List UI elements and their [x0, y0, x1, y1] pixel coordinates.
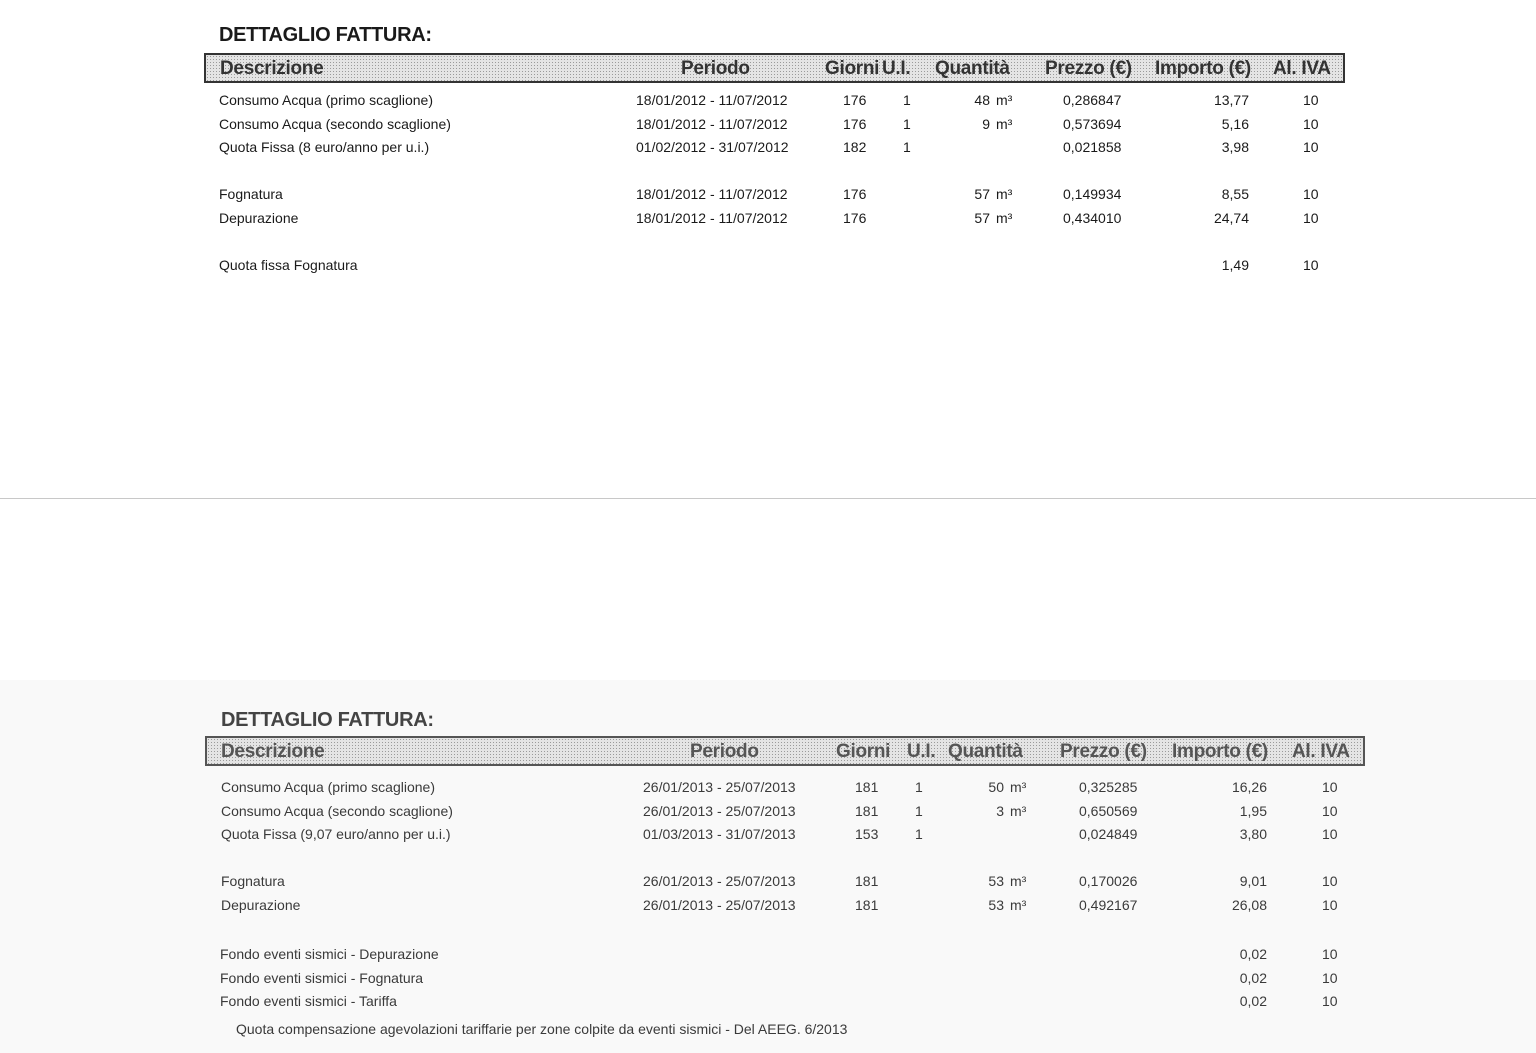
- row-descrizione: Depurazione: [221, 897, 301, 913]
- invoice-detail-2012: [0, 0, 1536, 300]
- row-unita: m³: [996, 210, 1013, 226]
- row-giorni: 181: [855, 897, 879, 913]
- row-importo: 16,26: [1231, 779, 1267, 795]
- row-prezzo: 0,573694: [1063, 116, 1122, 132]
- row-quantita: 53: [988, 873, 1004, 889]
- header-periodo: Periodo: [690, 741, 759, 762]
- row-periodo: 01/03/2013 - 31/07/2013: [643, 826, 796, 842]
- row-giorni: 181: [855, 873, 879, 889]
- row-unita: m³: [1010, 779, 1027, 795]
- row-giorni: 181: [855, 779, 879, 795]
- row-iva: 10: [1303, 210, 1319, 226]
- header-descrizione: Descrizione: [221, 741, 325, 762]
- row-ui: 1: [903, 116, 911, 132]
- row-descrizione: Fondo eventi sismici - Depurazione: [220, 946, 439, 962]
- row-prezzo: 0,021858: [1063, 139, 1122, 155]
- row-iva: 10: [1322, 946, 1338, 962]
- header-periodo: Periodo: [681, 58, 750, 79]
- row-periodo: 26/01/2013 - 25/07/2013: [643, 873, 796, 889]
- row-importo: 1,95: [1239, 803, 1267, 819]
- row-giorni: 182: [843, 139, 867, 155]
- row-quantita: 9: [982, 116, 990, 132]
- row-ui: 1: [915, 826, 923, 842]
- row-quantita: 57: [974, 210, 990, 226]
- header-giorni: Giorni: [836, 741, 891, 762]
- row-periodo: 01/02/2012 - 31/07/2012: [636, 139, 789, 155]
- row-descrizione: Fondo eventi sismici - Tariffa: [220, 993, 397, 1009]
- row-periodo: 18/01/2012 - 11/07/2012: [636, 186, 788, 202]
- row-prezzo: 0,024849: [1079, 826, 1138, 842]
- row-unita: m³: [1010, 873, 1027, 889]
- invoice-detail-2013: [0, 680, 1536, 1053]
- footnote: Quota compensazione agevolazioni tariffarie per zone colpite da eventi sismici - Del AEEG. 6/2013: [236, 1021, 848, 1037]
- row-importo: 3,80: [1239, 826, 1267, 842]
- row-unita: m³: [1010, 897, 1027, 913]
- row-prezzo: 0,325285: [1079, 779, 1138, 795]
- row-importo: 0,02: [1239, 970, 1267, 986]
- row-giorni: 176: [843, 116, 867, 132]
- header-giorni: Giorni: [825, 58, 880, 79]
- row-giorni: 176: [843, 210, 867, 226]
- row-periodo: 26/01/2013 - 25/07/2013: [643, 897, 796, 913]
- row-unita: m³: [1010, 803, 1027, 819]
- row-prezzo: 0,170026: [1079, 873, 1138, 889]
- row-periodo: 18/01/2012 - 11/07/2012: [636, 210, 788, 226]
- row-descrizione: Consumo Acqua (primo scaglione): [221, 779, 435, 795]
- section-divider: [0, 498, 1536, 499]
- row-iva: 10: [1303, 186, 1319, 202]
- row-iva: 10: [1322, 779, 1338, 795]
- row-importo: 3,98: [1221, 139, 1249, 155]
- row-iva: 10: [1322, 803, 1338, 819]
- row-descrizione: Fognatura: [221, 873, 285, 889]
- row-unita: m³: [996, 116, 1013, 132]
- row-giorni: 153: [855, 826, 879, 842]
- row-prezzo: 0,434010: [1063, 210, 1122, 226]
- table-header: [205, 736, 1365, 766]
- row-iva: 10: [1303, 257, 1319, 273]
- row-quantita: 53: [988, 897, 1004, 913]
- row-ui: 1: [903, 139, 911, 155]
- header-prezzo: Prezzo (€): [1060, 741, 1147, 762]
- row-importo: 0,02: [1239, 993, 1267, 1009]
- row-giorni: 176: [843, 92, 867, 108]
- row-quantita: 48: [974, 92, 990, 108]
- header-quantita: Quantità: [948, 741, 1023, 762]
- row-periodo: 26/01/2013 - 25/07/2013: [643, 803, 796, 819]
- header-descrizione: Descrizione: [220, 58, 324, 79]
- row-descrizione: Fognatura: [219, 186, 283, 202]
- row-importo: 13,77: [1213, 92, 1249, 108]
- header-importo: Importo (€): [1155, 58, 1251, 79]
- row-descrizione: Fondo eventi sismici - Fognatura: [220, 970, 424, 986]
- row-iva: 10: [1322, 993, 1338, 1009]
- row-descrizione: Quota Fissa (9,07 euro/anno per u.i.): [221, 826, 451, 842]
- row-iva: 10: [1322, 826, 1338, 842]
- row-quantita: 50: [988, 779, 1004, 795]
- header-aliquota-iva: Al. IVA: [1292, 741, 1350, 762]
- row-importo: 8,55: [1221, 186, 1249, 202]
- row-prezzo: 0,286847: [1063, 92, 1122, 108]
- row-importo: 1,49: [1221, 257, 1249, 273]
- row-importo: 9,01: [1239, 873, 1267, 889]
- row-ui: 1: [903, 92, 911, 108]
- row-importo: 5,16: [1221, 116, 1249, 132]
- header-quantita: Quantità: [935, 58, 1010, 79]
- invoice-detail-title: DETTAGLIO FATTURA:: [219, 24, 432, 46]
- row-iva: 10: [1303, 92, 1319, 108]
- row-descrizione: Quota Fissa (8 euro/anno per u.i.): [219, 139, 430, 155]
- row-giorni: 176: [843, 186, 867, 202]
- header-ui: U.I.: [907, 741, 936, 762]
- table-header: [204, 53, 1345, 83]
- row-iva: 10: [1303, 139, 1319, 155]
- row-periodo: 18/01/2012 - 11/07/2012: [636, 116, 788, 132]
- header-aliquota-iva: Al. IVA: [1273, 58, 1331, 79]
- row-unita: m³: [996, 186, 1013, 202]
- row-descrizione: Depurazione: [219, 210, 299, 226]
- row-importo: 0,02: [1239, 946, 1267, 962]
- row-quantita: 57: [974, 186, 990, 202]
- row-iva: 10: [1322, 970, 1338, 986]
- row-descrizione: Quota fissa Fognatura: [219, 257, 358, 273]
- row-descrizione: Consumo Acqua (secondo scaglione): [219, 116, 451, 132]
- row-quantita: 3: [996, 803, 1004, 819]
- row-periodo: 26/01/2013 - 25/07/2013: [643, 779, 796, 795]
- invoice-detail-title: DETTAGLIO FATTURA:: [221, 709, 434, 731]
- row-iva: 10: [1322, 897, 1338, 913]
- row-ui: 1: [915, 803, 923, 819]
- row-periodo: 18/01/2012 - 11/07/2012: [636, 92, 788, 108]
- row-prezzo: 0,492167: [1079, 897, 1138, 913]
- row-descrizione: Consumo Acqua (primo scaglione): [219, 92, 433, 108]
- header-importo: Importo (€): [1172, 741, 1268, 762]
- row-iva: 10: [1303, 116, 1319, 132]
- row-giorni: 181: [855, 803, 879, 819]
- row-unita: m³: [996, 92, 1013, 108]
- row-iva: 10: [1322, 873, 1338, 889]
- row-ui: 1: [915, 779, 923, 795]
- header-prezzo: Prezzo (€): [1045, 58, 1132, 79]
- row-importo: 26,08: [1231, 897, 1267, 913]
- row-prezzo: 0,149934: [1063, 186, 1122, 202]
- row-prezzo: 0,650569: [1079, 803, 1138, 819]
- row-importo: 24,74: [1213, 210, 1249, 226]
- row-descrizione: Consumo Acqua (secondo scaglione): [221, 803, 453, 819]
- header-ui: U.I.: [882, 58, 911, 79]
